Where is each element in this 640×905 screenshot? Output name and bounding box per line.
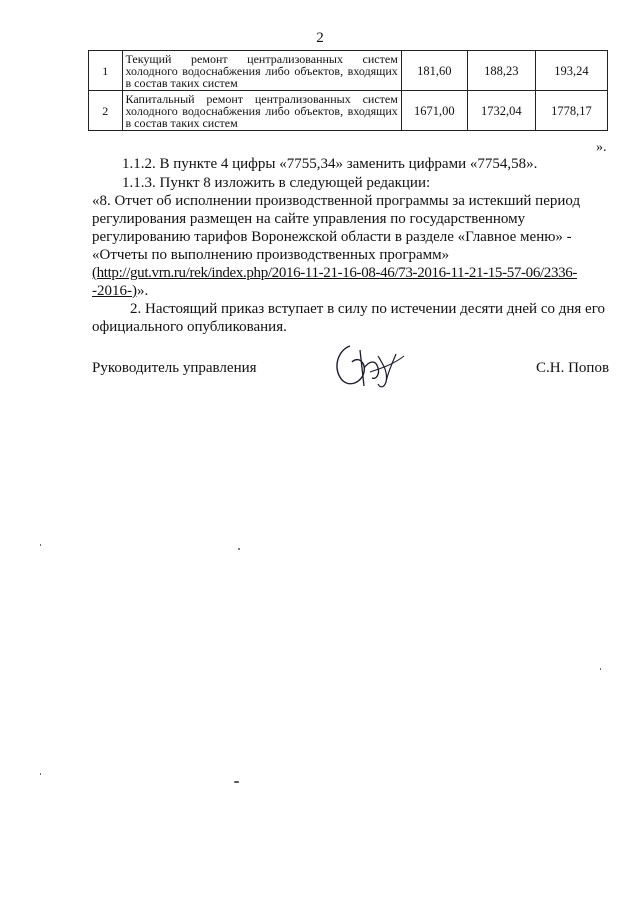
- item-2-line-2: официального опубликования.: [92, 319, 287, 335]
- quote-line-2: регулирования размещен на сайте управления по государственному: [92, 211, 526, 227]
- page-number: 2: [316, 30, 324, 46]
- quote-line-4: «Отчеты по выполнению производственных программ»: [92, 247, 450, 263]
- row-description: Капитальный ремонт централизованных систем холодного водоснабжения либо объектов, входящих в состав таких систем: [122, 91, 401, 131]
- scan-speck: [40, 773, 41, 775]
- row-value-3: 193,24: [535, 51, 607, 91]
- scan-speck: [234, 781, 239, 783]
- table-row: [89, 51, 608, 91]
- link-url-part-2[interactable]: -2016-): [92, 283, 137, 299]
- link-line-1: [92, 265, 577, 282]
- signature-image: [330, 342, 410, 390]
- link-url-part-1[interactable]: (http://gut.vrn.ru/rek/index.php/2016-11-21-16-08-46/73-2016-11-21-15-57-06/2336-: [92, 265, 578, 281]
- row-value-2: 188,23: [467, 51, 535, 91]
- scan-speck: [600, 668, 601, 670]
- link-line-suffix: ».: [137, 283, 149, 299]
- row-number: 1: [89, 51, 123, 91]
- link-line-2: [92, 283, 148, 300]
- row-value-3: 1778,17: [535, 91, 607, 131]
- quote-line-3: регулированию тарифов Воронежской области в разделе «Главное меню» -: [92, 229, 572, 245]
- item-1-1-2: 1.1.2. В пункте 4 цифры «7755,34» заменить цифрами «7754,58».: [122, 156, 538, 172]
- item-2-line-1: 2. Настоящий приказ вступает в силу по истечении десяти дней со дня его: [130, 301, 605, 317]
- row-value-1: 1671,00: [401, 91, 467, 131]
- scan-speck: [238, 548, 240, 550]
- item-1-1-3: 1.1.3. Пункт 8 изложить в следующей редакции:: [122, 175, 431, 191]
- signer-name: С.Н. Попов: [536, 360, 610, 376]
- scan-speck: [40, 544, 41, 546]
- row-description: Текущий ремонт централизованных систем холодного водоснабжения либо объектов, входящих в состав таких систем: [122, 51, 401, 91]
- row-value-1: 181,60: [401, 51, 467, 91]
- quote-line-1: «8. Отчет об исполнении производственной программы за истекший период: [92, 193, 581, 209]
- row-number: 2: [89, 91, 123, 131]
- row-value-2: 1732,04: [467, 91, 535, 131]
- table-closing-quote: ».: [596, 140, 607, 155]
- table-row: [89, 91, 608, 131]
- cost-table: [88, 50, 608, 131]
- position-title: Руководитель управления: [92, 360, 257, 376]
